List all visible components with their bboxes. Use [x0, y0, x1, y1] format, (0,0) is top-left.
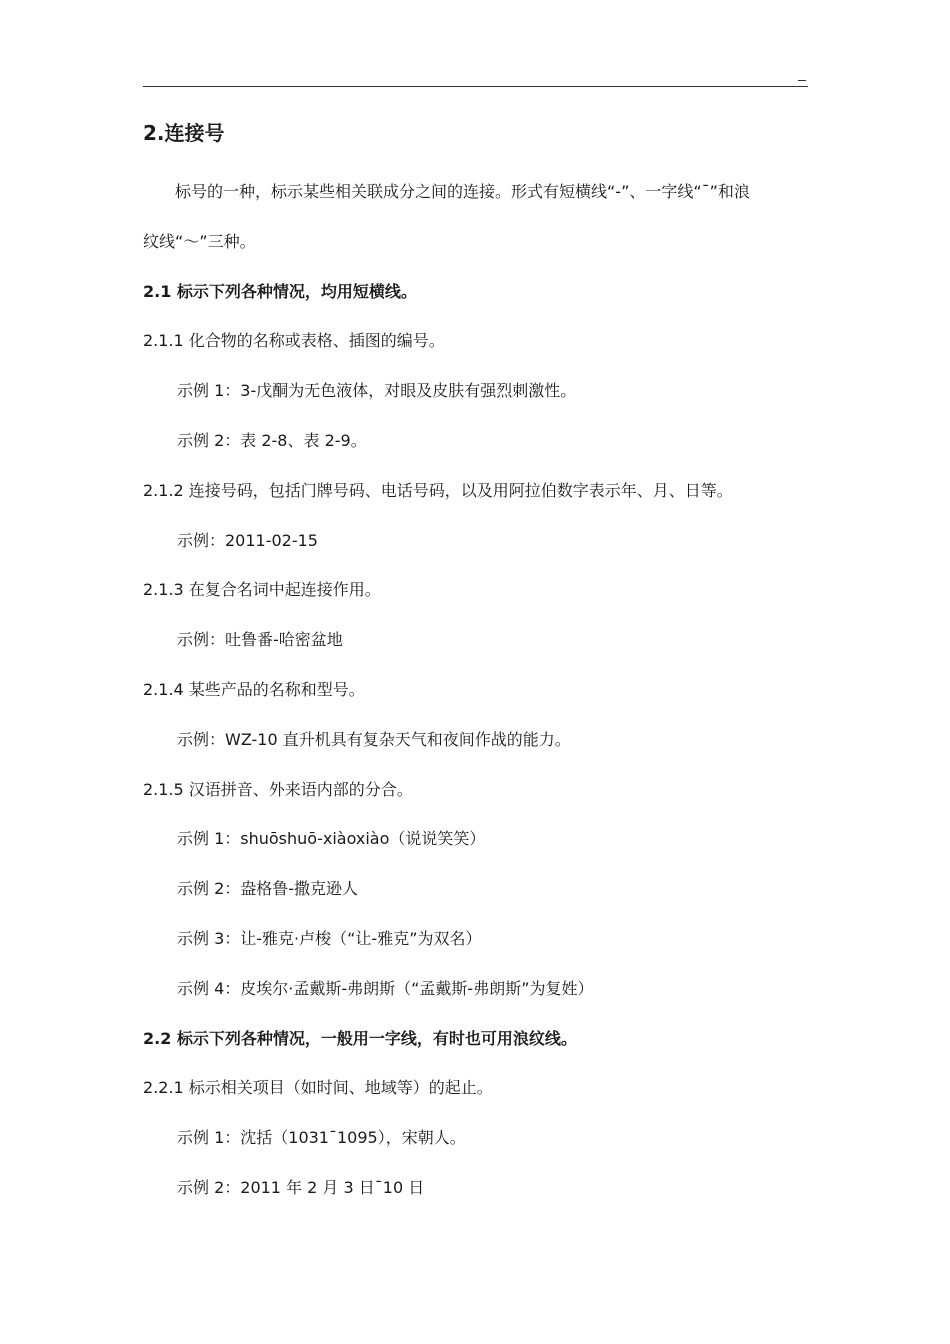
example-line: 示例 2：表 2-8、表 2-9。	[177, 430, 367, 450]
example-line: 示例 1：3-戊酮为无色液体，对眼及皮肤有强烈刺激性。	[177, 381, 577, 401]
item-line: 2.1.5 汉语拼音、外来语内部的分合。	[143, 779, 413, 799]
item-line: 2.1.2 连接号码，包括门牌号码、电话号码，以及用阿拉伯数字表示年、月、日等。	[143, 480, 733, 500]
example-line: 示例 1：沈括（1031¯1095），宋朝人。	[177, 1128, 466, 1148]
document-body	[143, 113, 810, 1213]
example-line: 示例 3：让-雅克·卢梭（“让-雅克”为双名）	[177, 928, 482, 948]
content-lines	[143, 267, 810, 1213]
item-line: 2.2.1 标示相关项目（如时间、地域等）的起止。	[143, 1078, 493, 1098]
item-line: 2.1.3 在复合名词中起连接作用。	[143, 580, 381, 600]
item-line: 2.1.1 化合物的名称或表格、插图的编号。	[143, 331, 445, 351]
example-line: 示例：吐鲁番-哈密盆地	[177, 630, 343, 650]
header-mark	[798, 80, 806, 81]
subsection-heading: 2.2 标示下列各种情况，一般用一字线，有时也可用浪纹线。	[143, 1028, 577, 1048]
intro-line-2: 纹线“～”三种。	[143, 231, 256, 251]
example-line: 示例：WZ-10 直升机具有复杂天气和夜间作战的能力。	[177, 729, 571, 749]
example-line: 示例 4：皮埃尔·孟戴斯-弗朗斯（“孟戴斯-弗朗斯”为复姓）	[177, 978, 594, 998]
example-line: 示例 2：盎格鲁-撒克逊人	[177, 879, 359, 899]
intro-line-1: 标号的一种，标示某些相关联成分之间的连接。形式有短横线“-”、一字线“¯”和浪	[175, 182, 750, 201]
section-heading: 2.连接号	[143, 121, 225, 145]
example-line: 示例：2011-02-15	[177, 530, 318, 550]
header-rule	[143, 86, 808, 87]
example-line: 示例 2：2011 年 2 月 3 日¯10 日	[177, 1177, 425, 1197]
intro-paragraph	[143, 167, 810, 267]
subsection-heading: 2.1 标示下列各种情况，均用短横线。	[143, 281, 417, 301]
item-line: 2.1.4 某些产品的名称和型号。	[143, 679, 365, 699]
example-line: 示例 1：shuōshuō-xiàoxiào（说说笑笑）	[177, 829, 486, 849]
